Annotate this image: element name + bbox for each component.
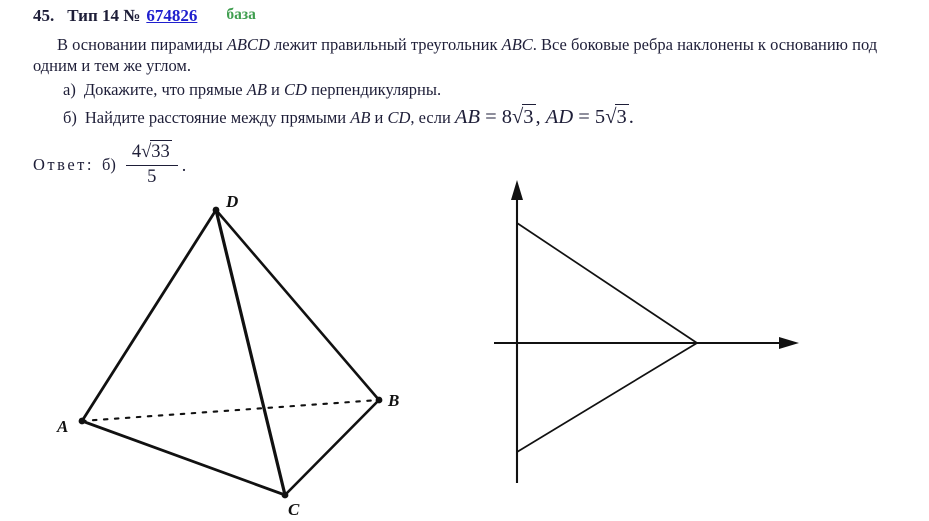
radicand: 3 [616, 106, 627, 128]
math-var: AB [246, 80, 267, 99]
triangle-lower-side [517, 343, 697, 452]
text-column [33, 6, 899, 191]
formula-text: . [628, 106, 634, 128]
formula [455, 106, 634, 128]
formula-text: = 8 [479, 106, 513, 128]
formula-text: = 5 [573, 106, 606, 128]
item-a-text: Докажите, что прямые [83, 80, 247, 99]
math-var: AB [454, 106, 480, 128]
y-axis-arrow-icon [511, 180, 523, 200]
fraction-denominator: 5 [147, 167, 157, 187]
statement-text: лежит правильный треугольник [269, 35, 502, 54]
sqrt-expression [605, 106, 629, 128]
item-a-text: и [266, 80, 285, 99]
vertex-label-a: A [57, 417, 69, 436]
item-b-marker: б) [63, 108, 77, 127]
edge-cb [285, 400, 379, 495]
answer-period: . [181, 154, 187, 175]
vertex-dot-d [213, 207, 220, 214]
axes-figure [480, 175, 810, 495]
edge-ac [82, 421, 285, 495]
triangle-upper-side [517, 223, 697, 343]
item-a [63, 79, 899, 100]
math-var: ABCD [226, 35, 270, 54]
problem-type-label: Тип 14 № [67, 6, 141, 25]
sqrt-expression [512, 106, 536, 128]
sqrt-expression [141, 142, 172, 162]
radicand: 3 [523, 106, 534, 128]
vertex-dot-b [376, 397, 383, 404]
item-a-text: перпендикулярны. [306, 80, 442, 99]
math-var: CD [387, 108, 411, 127]
edge-dc [216, 210, 285, 495]
vertex-label-d: D [226, 192, 239, 211]
fraction-numerator [126, 142, 178, 166]
vertex-label-b: B [388, 391, 400, 410]
radicand: 33 [151, 141, 170, 162]
task-number-link[interactable]: 674826 [146, 6, 198, 25]
vertex-label-c: C [288, 500, 300, 519]
vertex-dot-a [79, 418, 86, 425]
level-badge: база [226, 6, 256, 23]
item-a-marker: а) [63, 80, 76, 99]
math-var: AD [545, 106, 574, 128]
math-var: AB [350, 108, 371, 127]
item-b [63, 104, 899, 131]
item-b-text: Найдите расстояние между прямыми [84, 108, 351, 127]
edge-ab-dashed [82, 400, 379, 421]
vertex-dot-c [282, 492, 289, 499]
fraction-coefficient: 4 [131, 141, 142, 162]
statement-text: В основании пирамиды [57, 35, 227, 54]
pyramid-figure [50, 190, 410, 521]
problem-statement [33, 35, 899, 76]
math-var: ABC [501, 35, 533, 54]
edge-da [82, 210, 216, 421]
statement-text: . Все боковые ребра наклонены к основанию под одним и тем же углом. [33, 35, 878, 75]
item-b-text: , если [410, 108, 455, 127]
radical-sign: √ [512, 106, 524, 128]
radical-sign: √ [605, 106, 617, 128]
answer-item-marker: б) [101, 155, 116, 174]
radical-sign: √ [141, 141, 152, 162]
item-b-text: и [370, 108, 388, 127]
x-axis-arrow-icon [779, 337, 799, 349]
answer-label: Ответ: [33, 155, 94, 174]
math-var: CD [284, 80, 307, 99]
problem-number: 45. [33, 6, 55, 25]
problem-header [33, 6, 899, 26]
answer-fraction [126, 142, 178, 189]
formula-text: , [535, 106, 546, 128]
